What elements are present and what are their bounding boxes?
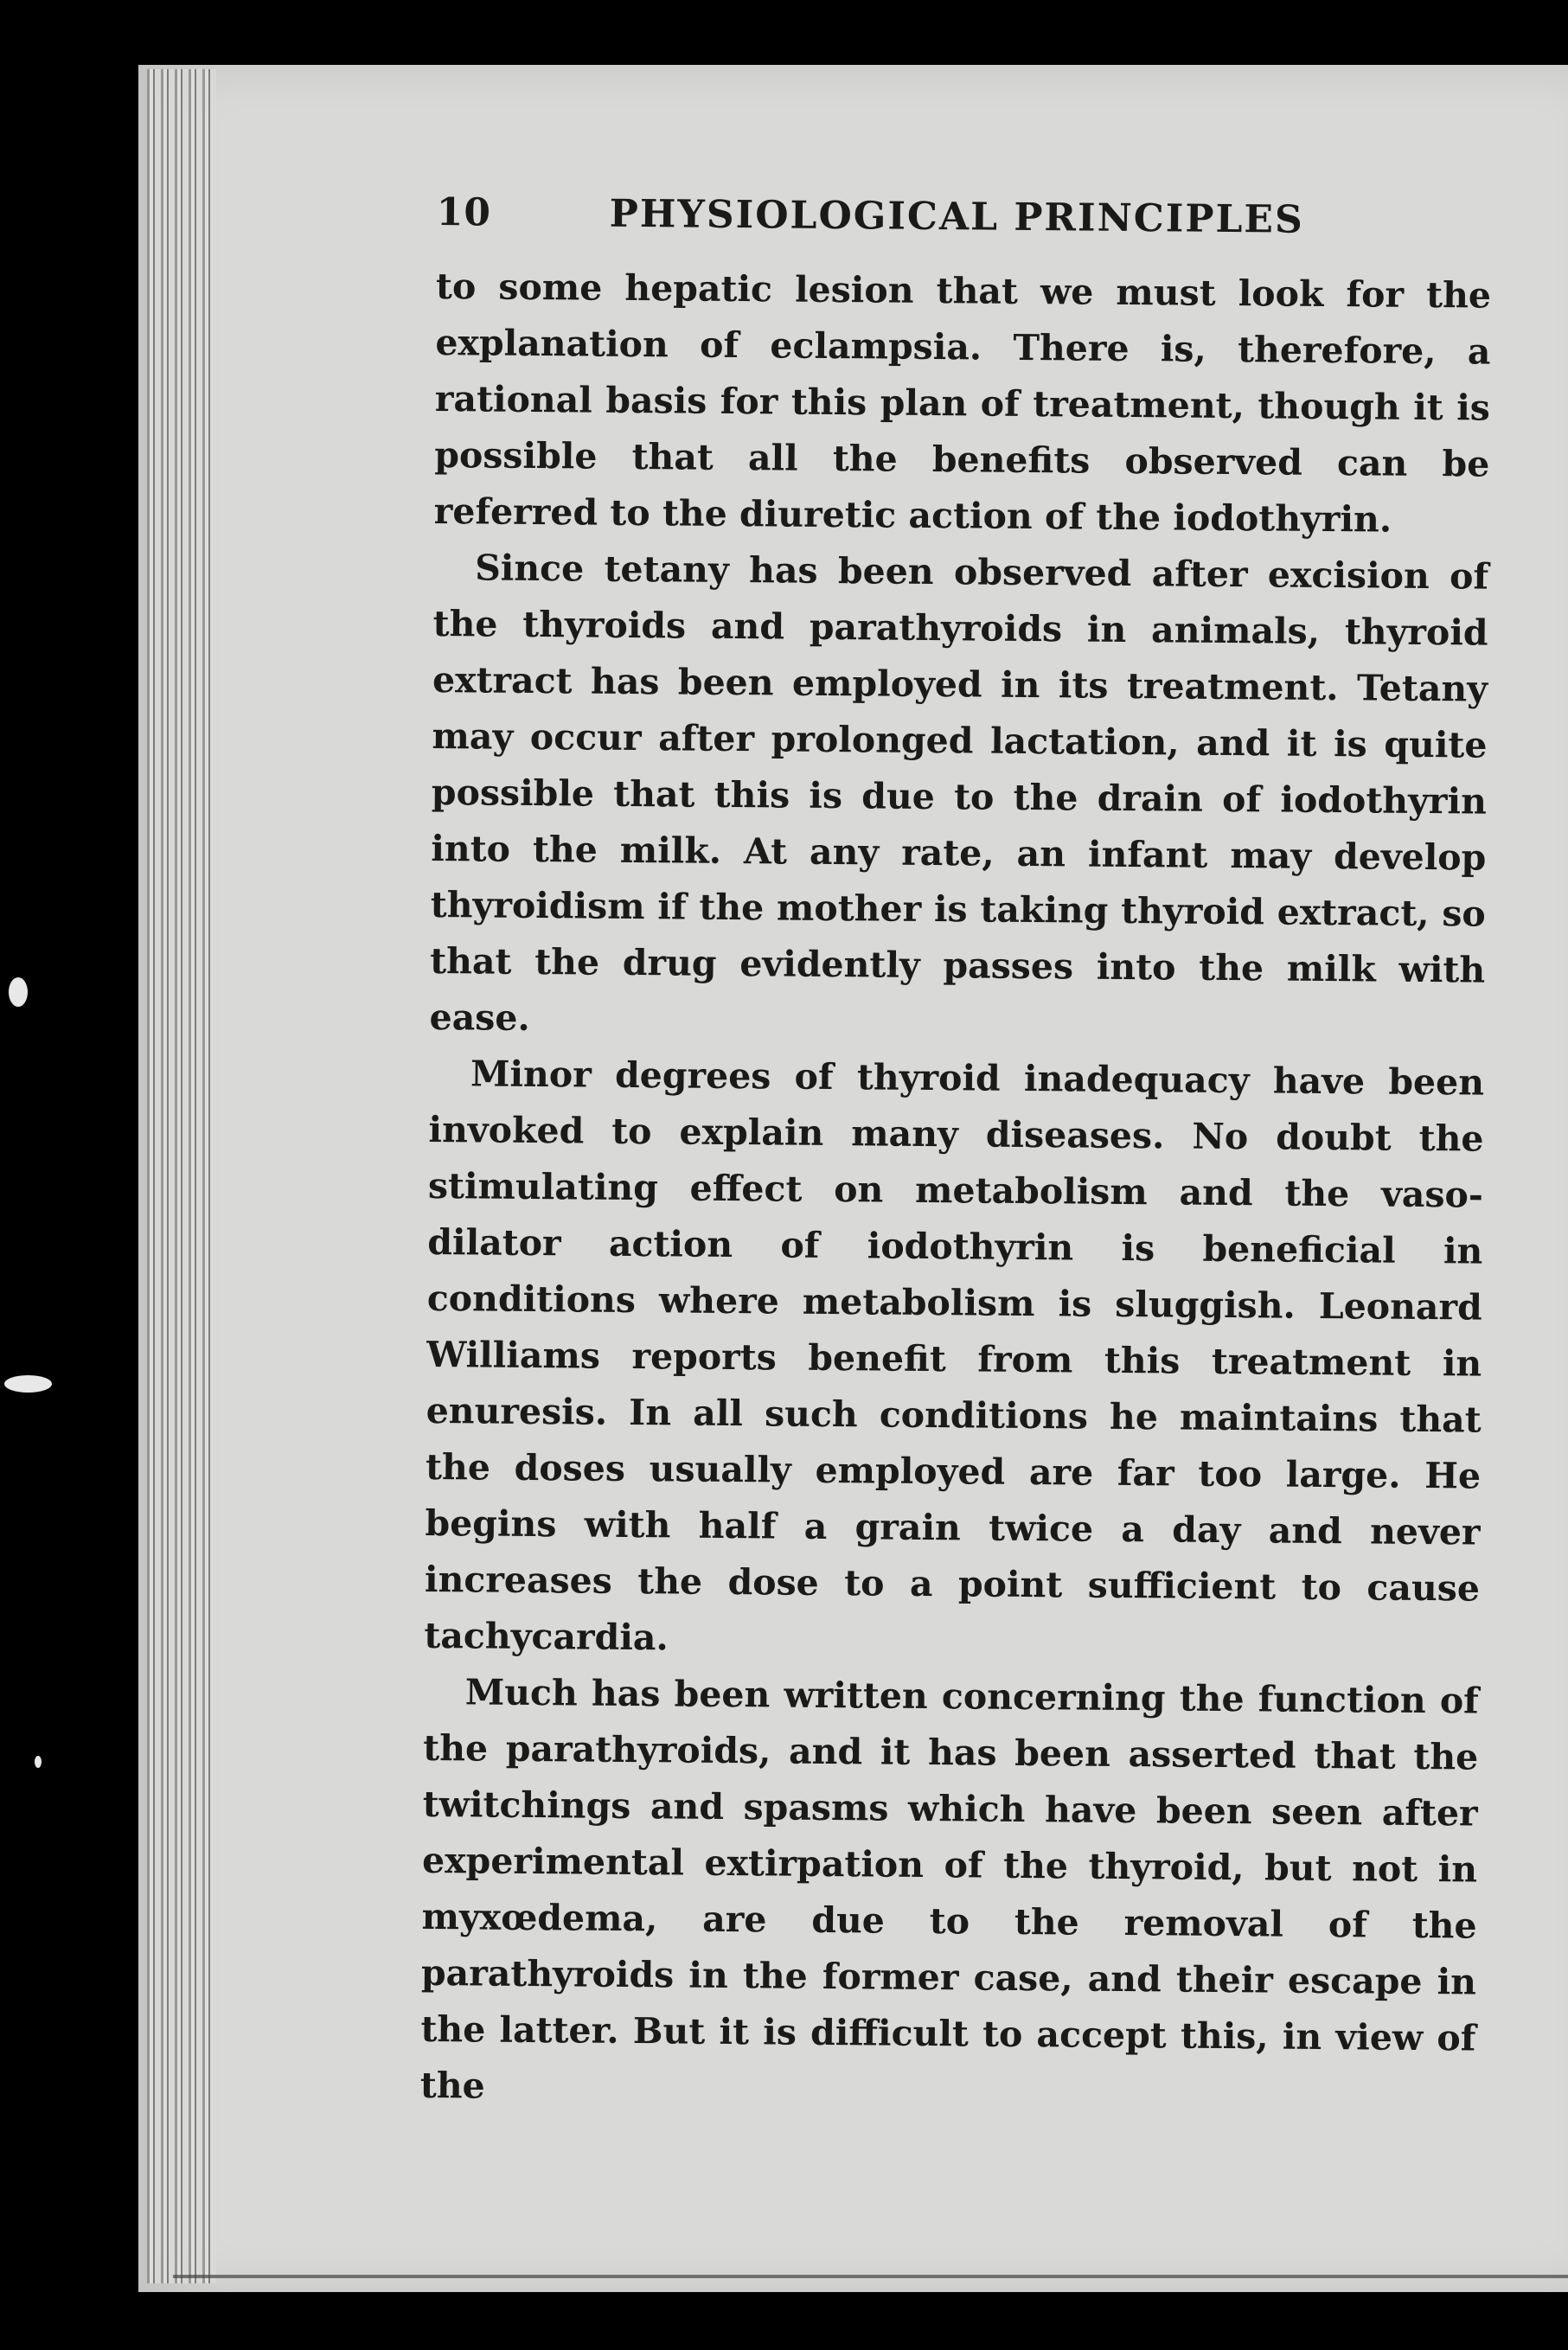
page-number: 10	[436, 190, 492, 235]
page-header	[437, 190, 1492, 244]
book-spine-edge	[147, 69, 216, 2283]
page-bottom-edge	[173, 2275, 1568, 2278]
scan-speck	[4, 1375, 52, 1393]
scan-speck	[35, 1756, 42, 1768]
paragraph-tetany: Since tetany has been observed after excision of the thyroids and parathyroids in animals, thyroid extract has been employed in its treatment. Tetany may occur after prolonged lactation, and it is quite possible that this is due to the drain of iodothyrin into the milk. At any rate, an infant may develop thyroidism if the mother is taking thyroid extract, so that the drug evidently passes into the milk with ease.	[429, 547, 1489, 1039]
paragraph-thyroid-inadequacy: Minor degrees of thyroid inadequacy have been invoked to explain many diseases. No doubt the stimulating effect on metabolism and the vaso-dilator action of iodothyrin is beneficial in conditions where metabolism is sluggish. Leonard Williams reports benefit from this treatment in enuresis. In all such conditions he maintains that the doses usually employed are far too large. He begins with half a grain twice a day and never increases the dose to a point sufficient to cause tachycardia.	[424, 1053, 1485, 1659]
scan-speck	[9, 977, 28, 1007]
paragraph-parathyroids: Much has been written concerning the function of the parathyroids, and it has been asserted that the twitchings and spasms which have been seen after experimental extirpation of the thyroid, but not in myxœdema, are due to the removal of the parathyroids in the former case, and their escape in the latter. But it is difficult to accept this, in view of the	[419, 1671, 1480, 2107]
running-head: PHYSIOLOGICAL PRINCIPLES	[609, 191, 1304, 242]
page-content	[420, 190, 1492, 2123]
paragraph-continued: to some hepatic lesion that we must look for the explanation of eclampsia. There is, therefore, a rational basis for this plan of treatment, though it is possible that all the benefits observed can be referred to the diuretic action of the iodothyrin.	[433, 265, 1492, 541]
